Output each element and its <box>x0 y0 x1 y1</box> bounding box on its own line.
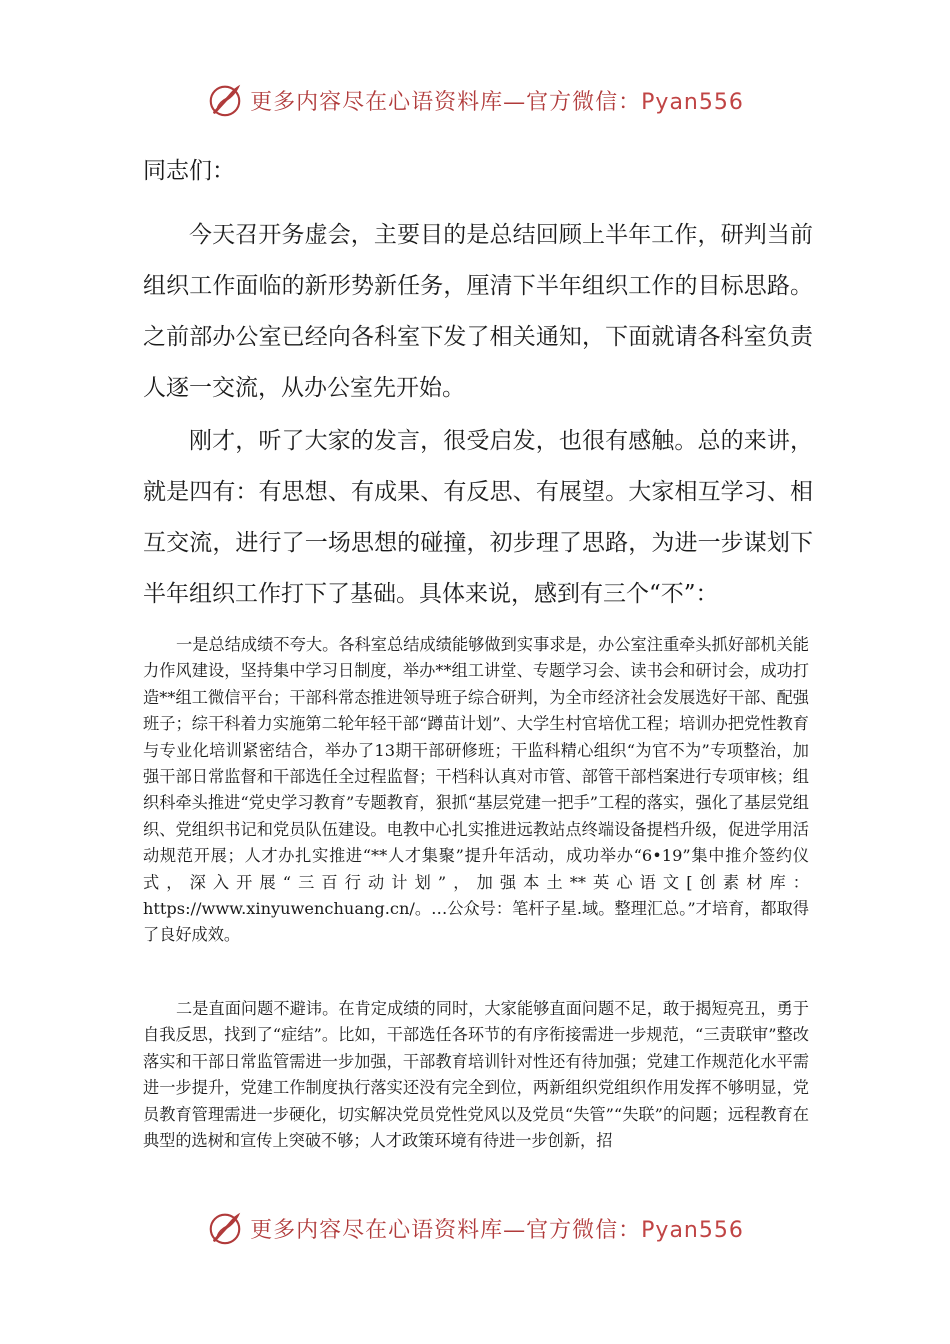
quill-logo-icon <box>206 81 244 119</box>
quill-logo-icon <box>206 1209 244 1247</box>
paragraph-problems: 二是直面问题不避讳。在肯定成绩的同时，大家能够直面问题不足，敢于揭短亮丑，勇于自我反思，找到了“症结”。比如，干部选任各环节的有序衔接需进一步规范，“三责联审”整改落实和干部日常监管需进一步加强，干部教育培训针对性还有待加强；党建工作规范化水平需进一步提升，党建工作制度执行落实还没有完全到位，两新组织党组织作用发挥不够明显，党员教育管理需进一步硬化，切实解决党员党性党风以及党员“失管”“失联”的问题；远程教育在典型的选树和宣传上突破不够；人才政策环境有待进一步创新，招 <box>143 999 809 1151</box>
paragraph-intro: 今天召开务虚会，主要目的是总结回顾上半年工作，研判当前组织工作面临的新形势新任务，厘清下半年组织工作的目标思路。之前部办公室已经向各科室下发了相关通知，下面就请各科室负责人逐一交流，从办公室先开始。 <box>143 222 813 401</box>
paragraph-summary: 刚才，听了大家的发言，很受启发，也很有感触。总的来讲，就是四有：有思想、有成果、有反思、有展望。大家相互学习、相互交流，进行了一场思想的碰撞，初步理了思路，为进一步谋划下半年组织工作打下了基础。具体来说，感到有三个“不”： <box>143 428 813 607</box>
paragraph-achievements: 一是总结成绩不夸大。各科室总结成绩能够做到实事求是，办公室注重牵头抓好部机关能力作风建设，坚持集中学习日制度，举办**组工讲堂、专题学习会、读书会和研讨会，成功打造**组工微信平台；干部科常态推进领导班子综合研判，为全市经济社会发展选好干部、配强班子；综干科着力实施第二轮年轻干部“蹲苗计划”、大学生村官培优工程；培训办把党性教育与专业化培训紧密结合，举办了13期干部研修班；干监科精心组织“为官不为”专项整治，加强干部日常监督和干部选任全过程监督；干档科认真对市管、部管干部档案进行专项审核；组织科牵头推进“党史学习教育”专题教育，狠抓“基层党建一把手”工程的落实，强化了基层党组织、党组织书记和党员队伍建设。电教中心扎实推进远教站点终端设备提档升级，促进学用活动规范开展；人才办扎实推进“**人才集聚”提升年活动，成功举办“6•19”集中推介签约仪式，深入开展“三百行动计划”，加强本土**英心语文[创素材库：https://www.xinyuwenchuang.cn/。…公众号：笔杆子星.域。整理汇总。”才培育，都取得了良好成效。 <box>143 635 809 945</box>
watermark-banner-bottom <box>0 1208 950 1248</box>
watermark-text: 更多内容尽在心语资料库—官方微信：Pyan556 <box>250 89 744 115</box>
watermark-banner-top <box>0 80 950 120</box>
watermark-text: 更多内容尽在心语资料库—官方微信：Pyan556 <box>250 1217 744 1243</box>
greeting: 同志们： <box>143 158 235 184</box>
